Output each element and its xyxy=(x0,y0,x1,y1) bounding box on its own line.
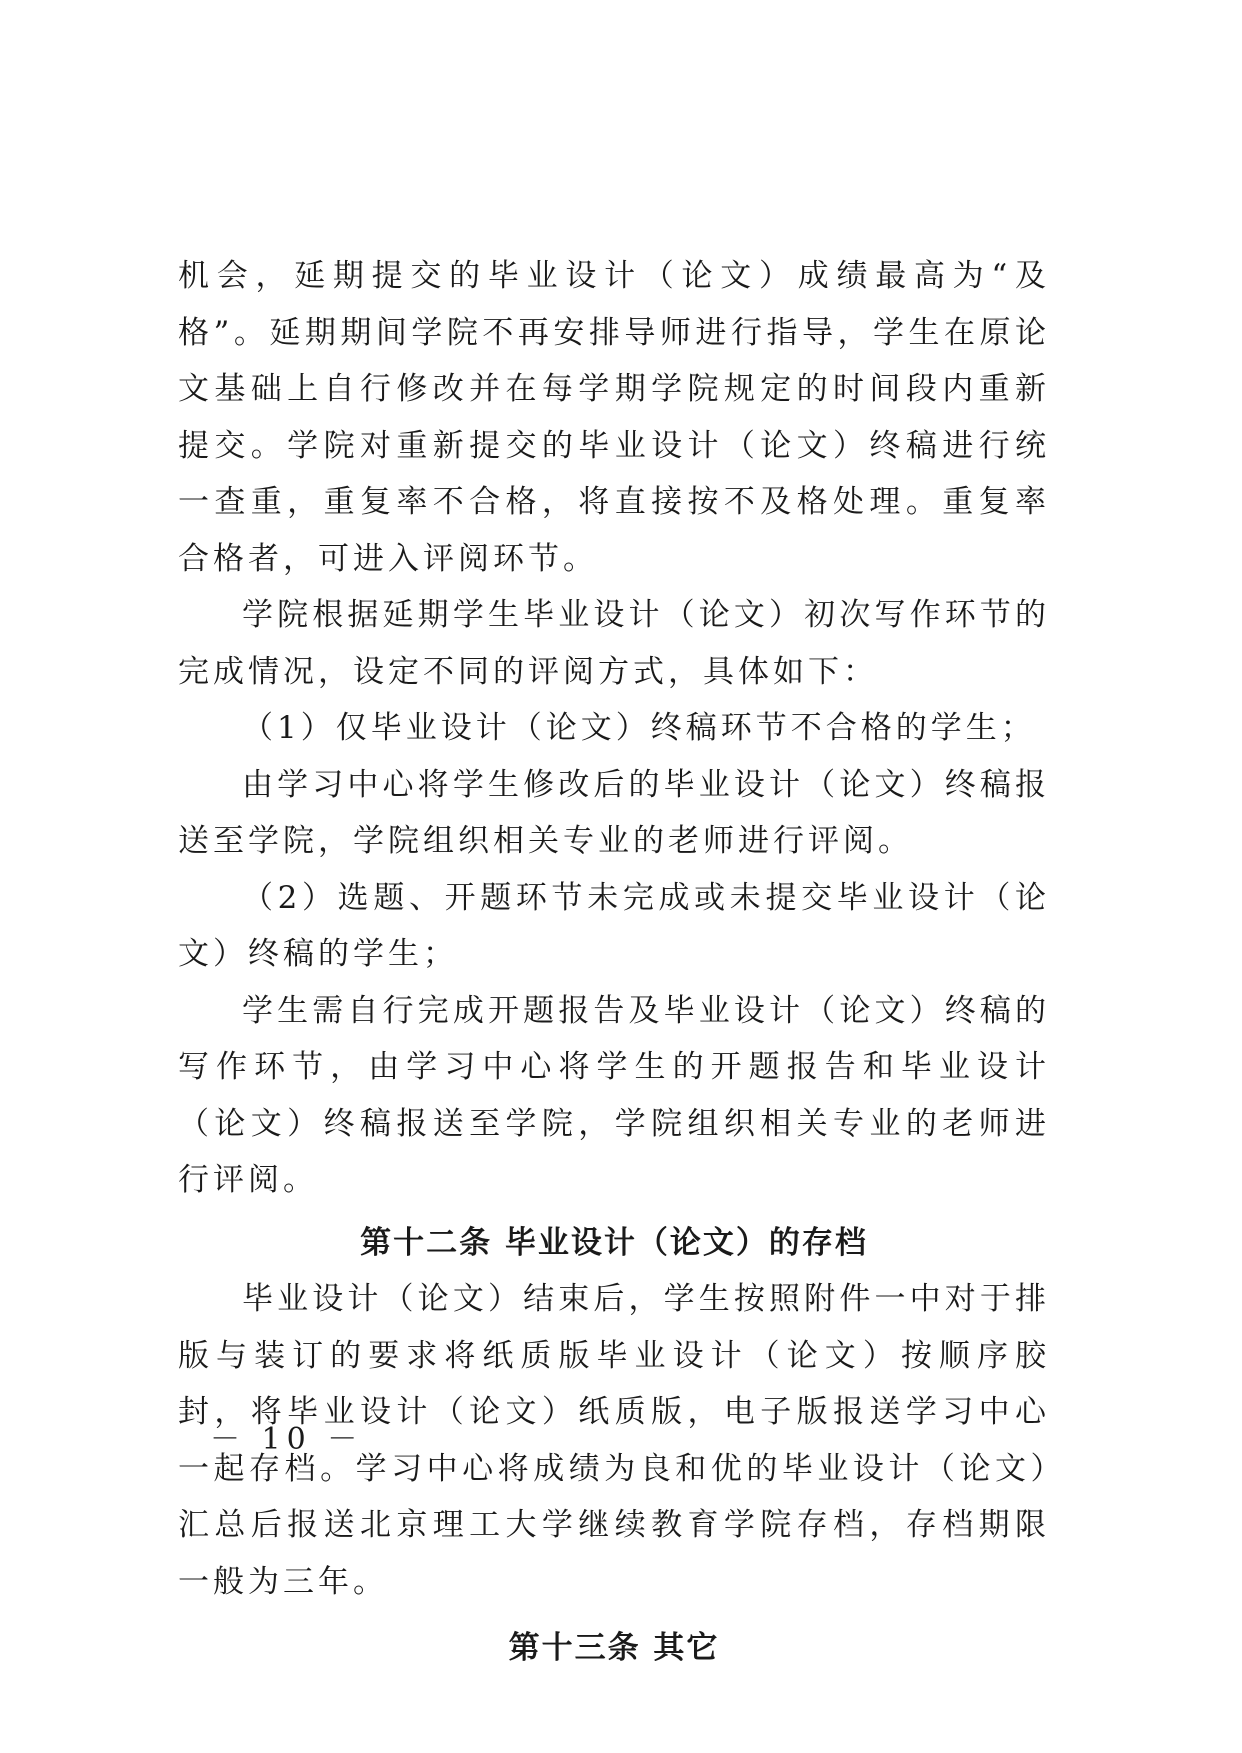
paragraph-case-2-detail: 学生需自行完成开题报告及毕业设计（论文）终稿的写作环节，由学习中心将学生的开题报告和毕业设计（论文）终稿报送至学院，学院组织相关专业的老师进行评阅。 xyxy=(178,992,1050,1198)
paragraph-review-methods: 学院根据延期学生毕业设计（论文）初次写作环节的完成情况，设定不同的评阅方式，具体如下： xyxy=(178,597,1050,690)
section-13-heading: 第十三条 其它 xyxy=(508,1630,720,1666)
paragraph-case-1-detail: 由学习中心将学生修改后的毕业设计（论文）终稿报送至学院，学院组织相关专业的老师进行评阅。 xyxy=(178,766,1050,859)
paragraph-case-1: （1）仅毕业设计（论文）终稿环节不合格的学生； xyxy=(242,710,1036,746)
page-content xyxy=(178,248,1050,1677)
paragraph-case-2: （2）选题、开题环节未完成或未提交毕业设计（论文）终稿的学生； xyxy=(178,879,1050,972)
page-number: － 10 － xyxy=(210,1422,364,1457)
section-12-heading: 第十二条 毕业设计（论文）的存档 xyxy=(360,1224,868,1261)
paragraph-continuation: 机会，延期提交的毕业设计（论文）成绩最高为“及格”。延期期间学院不再安排导师进行指导，学生在原论文基础上自行修改并在每学期学院规定的时间段内重新提交。学院对重新提交的毕业设计（论文）终稿进行统一查重，重复率不合格，将直接按不及格处理。重复率合格者，可进入评阅环节。 xyxy=(178,258,1050,577)
section-12-body: 毕业设计（论文）结束后，学生按照附件一中对于排版与装订的要求将纸质版毕业设计（论文）按顺序胶封，将毕业设计（论文）纸质版，电子版报送学习中心一起存档。学习中心将成绩为良和优的毕业设计（论文）汇总后报送北京理工大学继续教育学院存档，存档期限一般为三年。 xyxy=(178,1281,1050,1600)
